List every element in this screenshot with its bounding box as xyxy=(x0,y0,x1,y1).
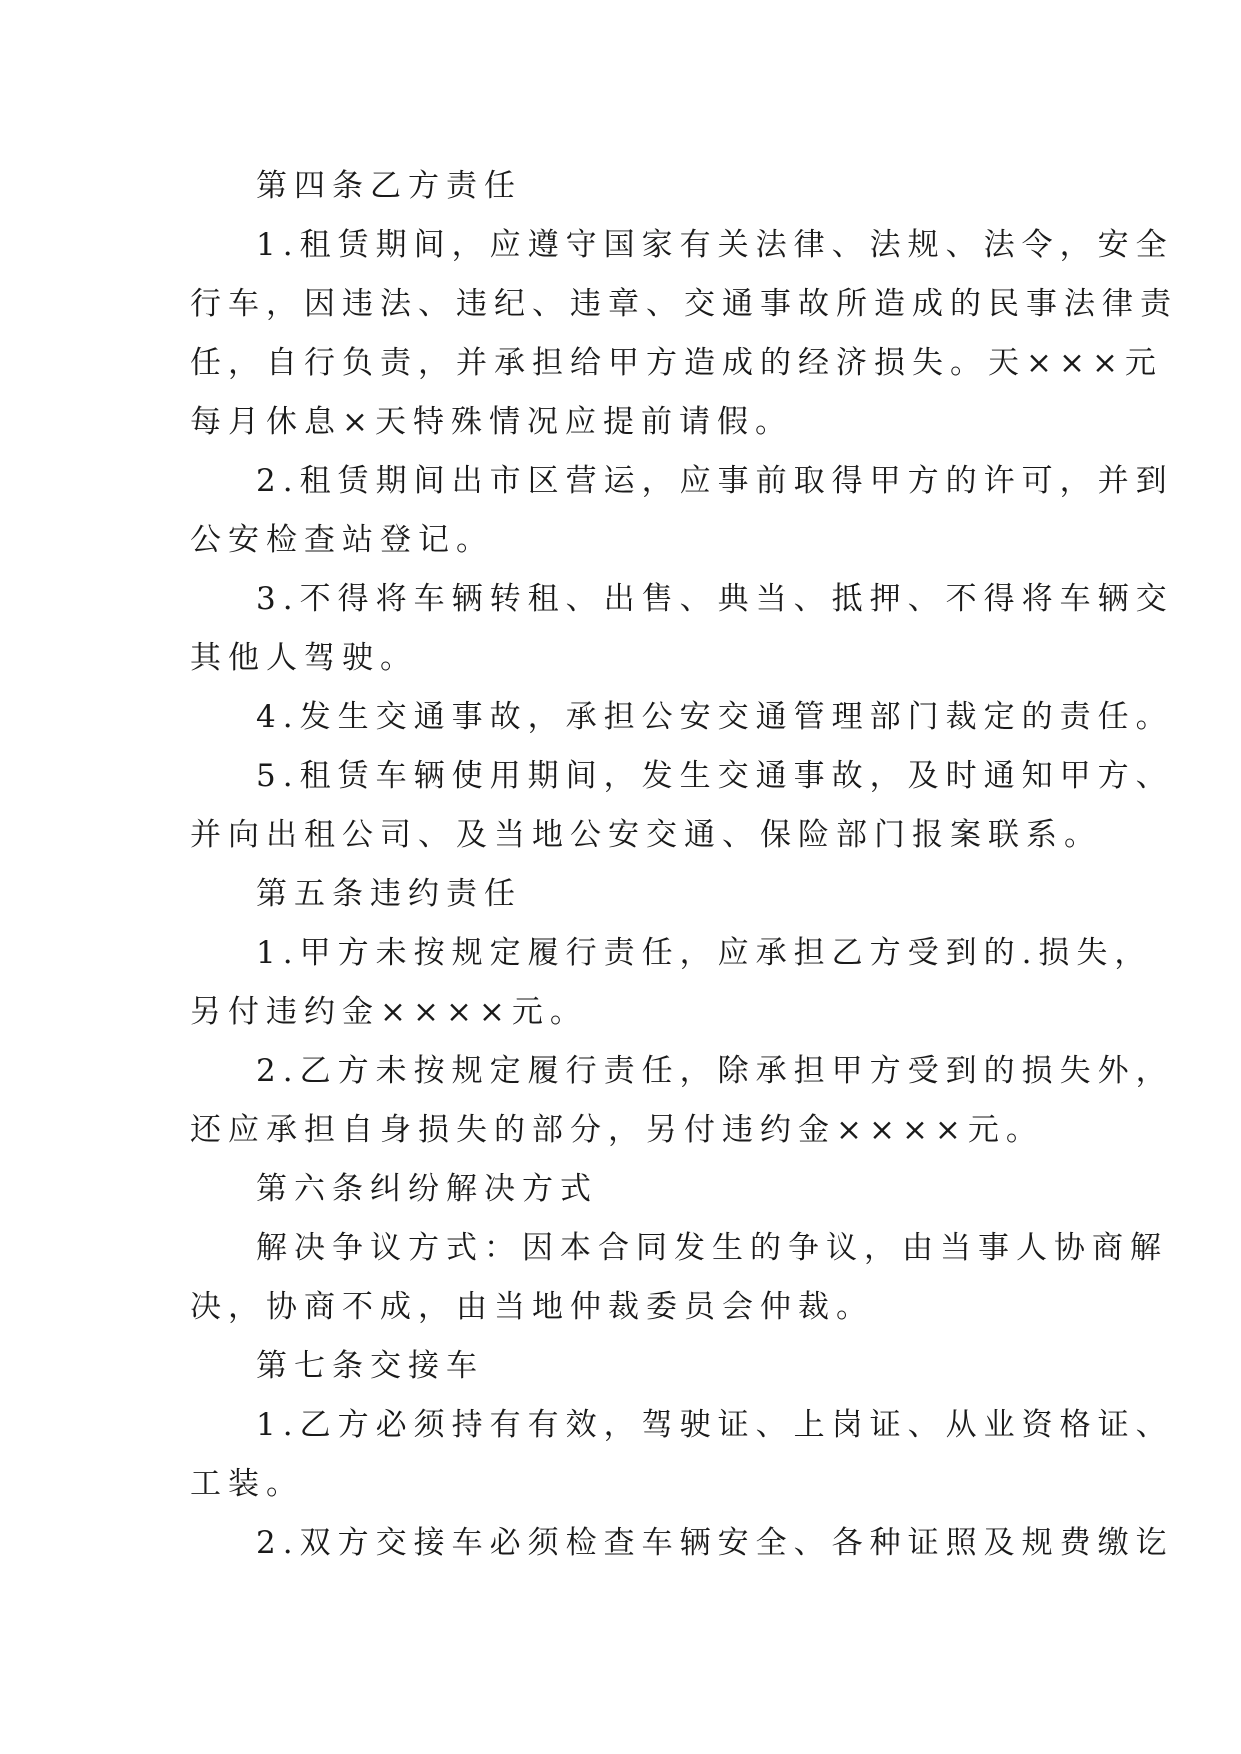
text-line: 第七条交接车 xyxy=(256,1348,484,1384)
text-line: 3.不得将车辆转租、出售、典当、抵押、不得将车辆交 xyxy=(256,581,1174,617)
text-line: 第六条纠纷解决方式 xyxy=(256,1171,598,1207)
text-line: 解决争议方式：因本合同发生的争议，由当事人协商解 xyxy=(256,1230,1168,1266)
text-line: 任，自行负责，并承担给甲方造成的经济损失。天×××元 xyxy=(190,345,1163,381)
text-line: 每月休息×天特殊情况应提前请假。 xyxy=(190,404,793,440)
text-line: 2.乙方未按规定履行责任，除承担甲方受到的损失外， xyxy=(256,1053,1174,1089)
text-line: 2.双方交接车必须检查车辆安全、各种证照及规费缴讫 xyxy=(256,1525,1174,1561)
text-line: 公安检查站登记。 xyxy=(190,522,494,558)
document-body xyxy=(190,157,1178,1573)
text-line: 决，协商不成，由当地仲裁委员会仲裁。 xyxy=(190,1289,874,1325)
text-line: 其他人驾驶。 xyxy=(190,640,418,676)
text-line: 还应承担自身损失的部分，另付违约金××××元。 xyxy=(190,1112,1044,1148)
text-line: 1.租赁期间，应遵守国家有关法律、法规、法令，安全 xyxy=(256,227,1174,263)
text-line: 另付违约金××××元。 xyxy=(190,994,588,1030)
text-line: 工装。 xyxy=(190,1466,304,1502)
text-line: 1.乙方必须持有有效，驾驶证、上岗证、从业资格证、 xyxy=(256,1407,1174,1443)
text-line: 第五条违约责任 xyxy=(256,876,522,912)
text-line: 5.租赁车辆使用期间，发生交通事故，及时通知甲方、 xyxy=(256,758,1174,794)
text-line: 2.租赁期间出市区营运，应事前取得甲方的许可，并到 xyxy=(256,463,1174,499)
text-line: 行车，因违法、违纪、违章、交通事故所造成的民事法律责 xyxy=(190,286,1178,322)
text-line: 第四条乙方责任 xyxy=(256,168,522,204)
text-line: 1.甲方未按规定履行责任，应承担乙方受到的.损失， xyxy=(256,935,1153,971)
text-line: 4.发生交通事故，承担公安交通管理部门裁定的责任。 xyxy=(256,699,1174,735)
text-line: 并向出租公司、及当地公安交通、保险部门报案联系。 xyxy=(190,817,1102,853)
